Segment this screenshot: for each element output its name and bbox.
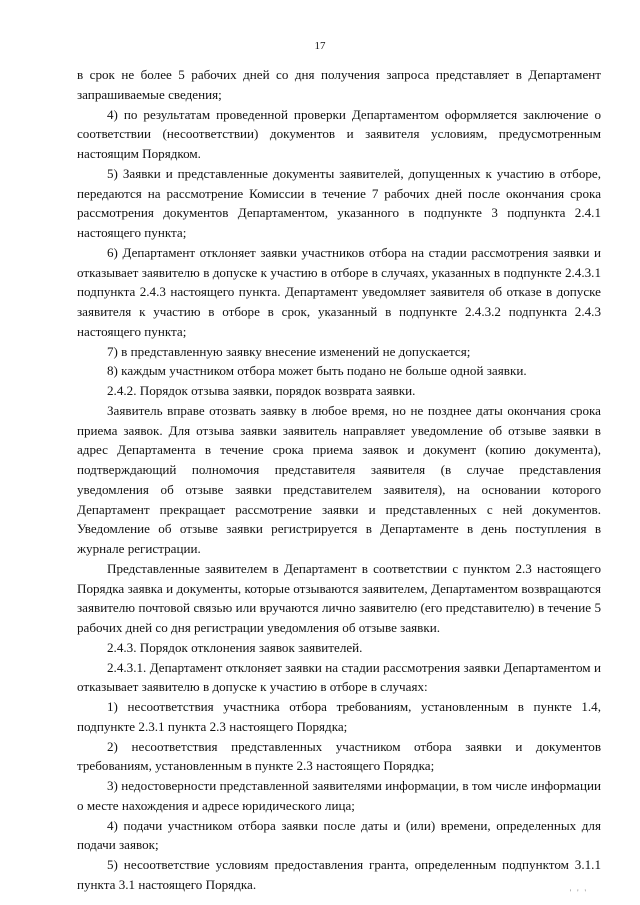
paragraph-return: Представленные заявителем в Департамент в соответствии с пунктом 2.3 настоящего Порядка заявка и документы, которые отзываются заявителем, Департаментом возвращаются заявителю почтовой связью или вручаются лично заявителю (его представителю) в течение 5 рабочих дней со дня регистрации уведомления об отзыве заявки. [77, 560, 601, 635]
document-body [77, 65, 601, 895]
paragraph-continuation: в срок не более 5 рабочих дней со дня получения запроса представляет в Департамент запрашиваемые сведения; [77, 67, 601, 102]
paragraph-item-7: 7) в представленную заявку внесение изменений не допускается; [107, 343, 471, 359]
rejection-case-2: 2) несоответствия представленных участником отбора заявки и документов требованиям, установленным в пункте 2.3 настоящего Порядка; [77, 738, 601, 774]
paragraph-2-4-3-1: 2.4.3.1. Департамент отклоняет заявки на стадии рассмотрения заявки Департаментом и отказывает заявителю в допуске к участию в отборе в случаях: [77, 659, 601, 695]
section-heading-2-4-3: 2.4.3. Порядок отклонения заявок заявителей. [107, 639, 363, 655]
page-number: 17 [314, 40, 326, 52]
paragraph-item-8: 8) каждым участником отбора может быть подано не больше одной заявки. [107, 363, 527, 379]
rejection-case-1: 1) несоответствия участника отбора требованиям, установленным в пункте 1.4, подпункте 2.3.1 пункта 2.3 настоящего Порядка; [77, 699, 601, 734]
rejection-case-5: 5) несоответствие условиям предоставления гранта, определенным подпунктом 3.1.1 пункта 3.1 настоящего Порядка. [77, 857, 601, 892]
paragraph-item-4: 4) по результатам проведенной проверки Департаментом оформляется заключение о соответствии (несоответствии) документов и заявителя условиям, предусмотренным настоящим Порядком. [77, 106, 601, 161]
paragraph-withdrawal: Заявитель вправе отозвать заявку в любое время, но не позднее даты окончания срока приема заявок. Для отзыва заявки заявитель направляет уведомление об отзыве заявки в адрес Департамента в течение срока приема заявок и документ (копию документа), подтверждающий полномочия представителя заявителя (в случае представления уведомления об отзыве заявки представителем заявителя), на основании которого Департамент прекращает рассмотрение заявки и представленных с ней документов. Уведомление об отзыве заявки регистрируется в Департаменте в день поступления в журнале регистрации. [77, 402, 601, 556]
section-heading-2-4-2: 2.4.2. Порядок отзыва заявки, порядок возврата заявки. [107, 383, 416, 398]
rejection-case-4: 4) подачи участником отбора заявки после даты и (или) времени, определенных для подачи заявок; [77, 817, 601, 853]
corner-scan-mark: ' ' ' [569, 888, 588, 897]
rejection-case-3: 3) недостоверности представленной заявителями информации, в том числе информации о месте нахождения и адресе юридического лица; [77, 778, 601, 813]
paragraph-item-6: 6) Департамент отклоняет заявки участников отбора на стадии рассмотрения заявки и отказывает заявителю в допуске к участию в отборе в случаях, указанных в подпункте 2.4.3.1 подпункта 2.4.3 настоящего пункта. Департамент уведомляет заявителя об отказе в допуске заявителя к участию в отборе в срок, указанный в подпункте 2.4.3.2 подпункта 2.4.3 настоящего пункта; [77, 244, 601, 339]
paragraph-item-5: 5) Заявки и представленные документы заявителей, допущенных к участию в отборе, передаются на рассмотрение Комиссии в течение 7 рабочих дней после окончания срока рассмотрения документов Департаментом, указанного в подпункте 3 подпункта 2.4.1 настоящего пункта; [77, 165, 601, 240]
